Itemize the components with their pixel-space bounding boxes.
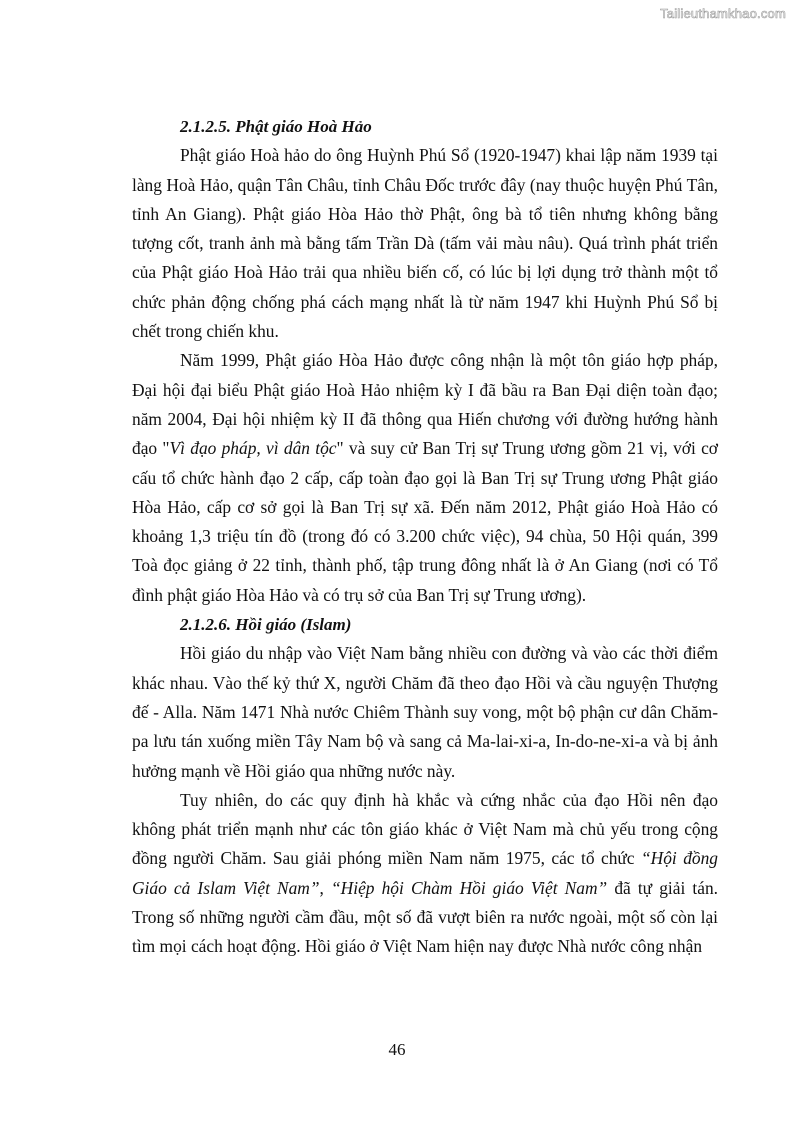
section-hoi-giao bbox=[132, 610, 718, 962]
text-run: đã tự giải tán. Trong số những người cầm đầu, một số đã vượt biên ra nước ngoài, một số còn lại tìm mọi cách hoạt động. Hồi giáo ở Việt Nam hiện nay được Nhà nước công nhận bbox=[132, 877, 719, 957]
document-body bbox=[132, 112, 718, 962]
italic-text-run: Vì đạo pháp, vì dân tộc bbox=[169, 438, 337, 459]
text-run: Năm 1999, Phật giáo Hòa Hảo được công nhận là một tôn giáo hợp pháp, Đại hội đại biểu Phật giáo Hoà Hảo nhiệm kỳ I đã bầu ra Ban Đại diện toàn đạo; năm 2004, Đại hội nhiệm kỳ II đã thông qua Hiến chương với đường hướng hành đạo " bbox=[132, 350, 718, 459]
text-run: Phật giáo Hoà hảo do ông Huỳnh Phú Sổ (1920-1947) khai lập năm 1939 tại làng Hoà Hảo, quận Tân Châu, tỉnh Châu Đốc trước đây (nay thuộc huyện Phú Tân, tỉnh An Giang). Phật giáo Hòa Hảo thờ Phật, ông bà tổ tiên nhưng không bằng tượng cốt, tranh ảnh mà bằng tấm Trần Dà (tấm vải màu nâu). Quá trình phát triển của Phật giáo Hoà Hảo trải qua nhiều biến cố, có lúc bị lợi dụng trở thành một tổ chức phản động chống phá cách mạng nhất là từ năm 1947 khi Huỳnh Phú Sổ bị chết trong chiến khu. bbox=[132, 145, 718, 342]
section-heading: 2.1.2.5. Phật giáo Hoà Hảo bbox=[180, 117, 372, 136]
page-number: 46 bbox=[388, 1040, 406, 1059]
text-run: Tuy nhiên, do các quy định hà khắc và cứng nhắc của đạo Hồi nên đạo không phát triển mạnh như các tôn giáo khác ở Việt Nam mà chủ yếu trong cộng đồng người Chăm. Sau giải phóng miền Nam năm 1975, các tổ chức bbox=[132, 789, 718, 869]
paragraph bbox=[132, 786, 718, 962]
paragraph bbox=[132, 141, 718, 346]
watermark-text: Tailieuthamkhao.com bbox=[660, 6, 786, 21]
italic-text-run: “Hiệp hội Chàm Hồi giáo Việt Nam” bbox=[331, 877, 608, 898]
section-heading: 2.1.2.6. Hồi giáo (Islam) bbox=[180, 615, 352, 635]
paragraph bbox=[132, 639, 718, 785]
text-run: " và suy cử Ban Trị sự Trung ương gồm 21 vị, với cơ cấu tổ chức hành đạo 2 cấp, cấp toàn đạo gọi là Ban Trị sự Trung ương Phật giáo Hòa Hảo, cấp cơ sở gọi là Ban Trị sự xã. Đến năm 2012, Phật giáo Hoà Hảo có khoảng 1,3 triệu tín đồ (trong đó có 3.200 chức việc), 94 chùa, 50 Hội quán, 399 Toà đọc giảng ở 22 tỉnh, thành phố, tập trung đông nhất là ở An Giang (nơi có Tổ đình phật giáo Hòa Hảo và có trụ sở của Ban Trị sự Trung ương). bbox=[132, 438, 718, 605]
section-phat-giao-hoa-hao bbox=[132, 112, 718, 610]
paragraph bbox=[132, 346, 718, 610]
italic-text-run: “Hội đồng Giáo cả Islam Việt Nam” bbox=[132, 848, 718, 898]
text-run: , bbox=[319, 877, 332, 898]
text-run: Hồi giáo du nhập vào Việt Nam bằng nhiều con đường và vào các thời điểm khác nhau. Vào thế kỷ thứ X, người Chăm đã theo đạo Hồi và cầu nguyện Thượng đế - Alla. Năm 1471 Nhà nước Chiêm Thành suy vong, một bộ phận cư dân Chăm-pa lưu tán xuống miền Tây Nam bộ và sang cả Ma-lai-xi-a, In-do-ne-xi-a và bị ảnh hưởng mạnh về Hồi giáo qua những nước này. bbox=[132, 643, 718, 781]
